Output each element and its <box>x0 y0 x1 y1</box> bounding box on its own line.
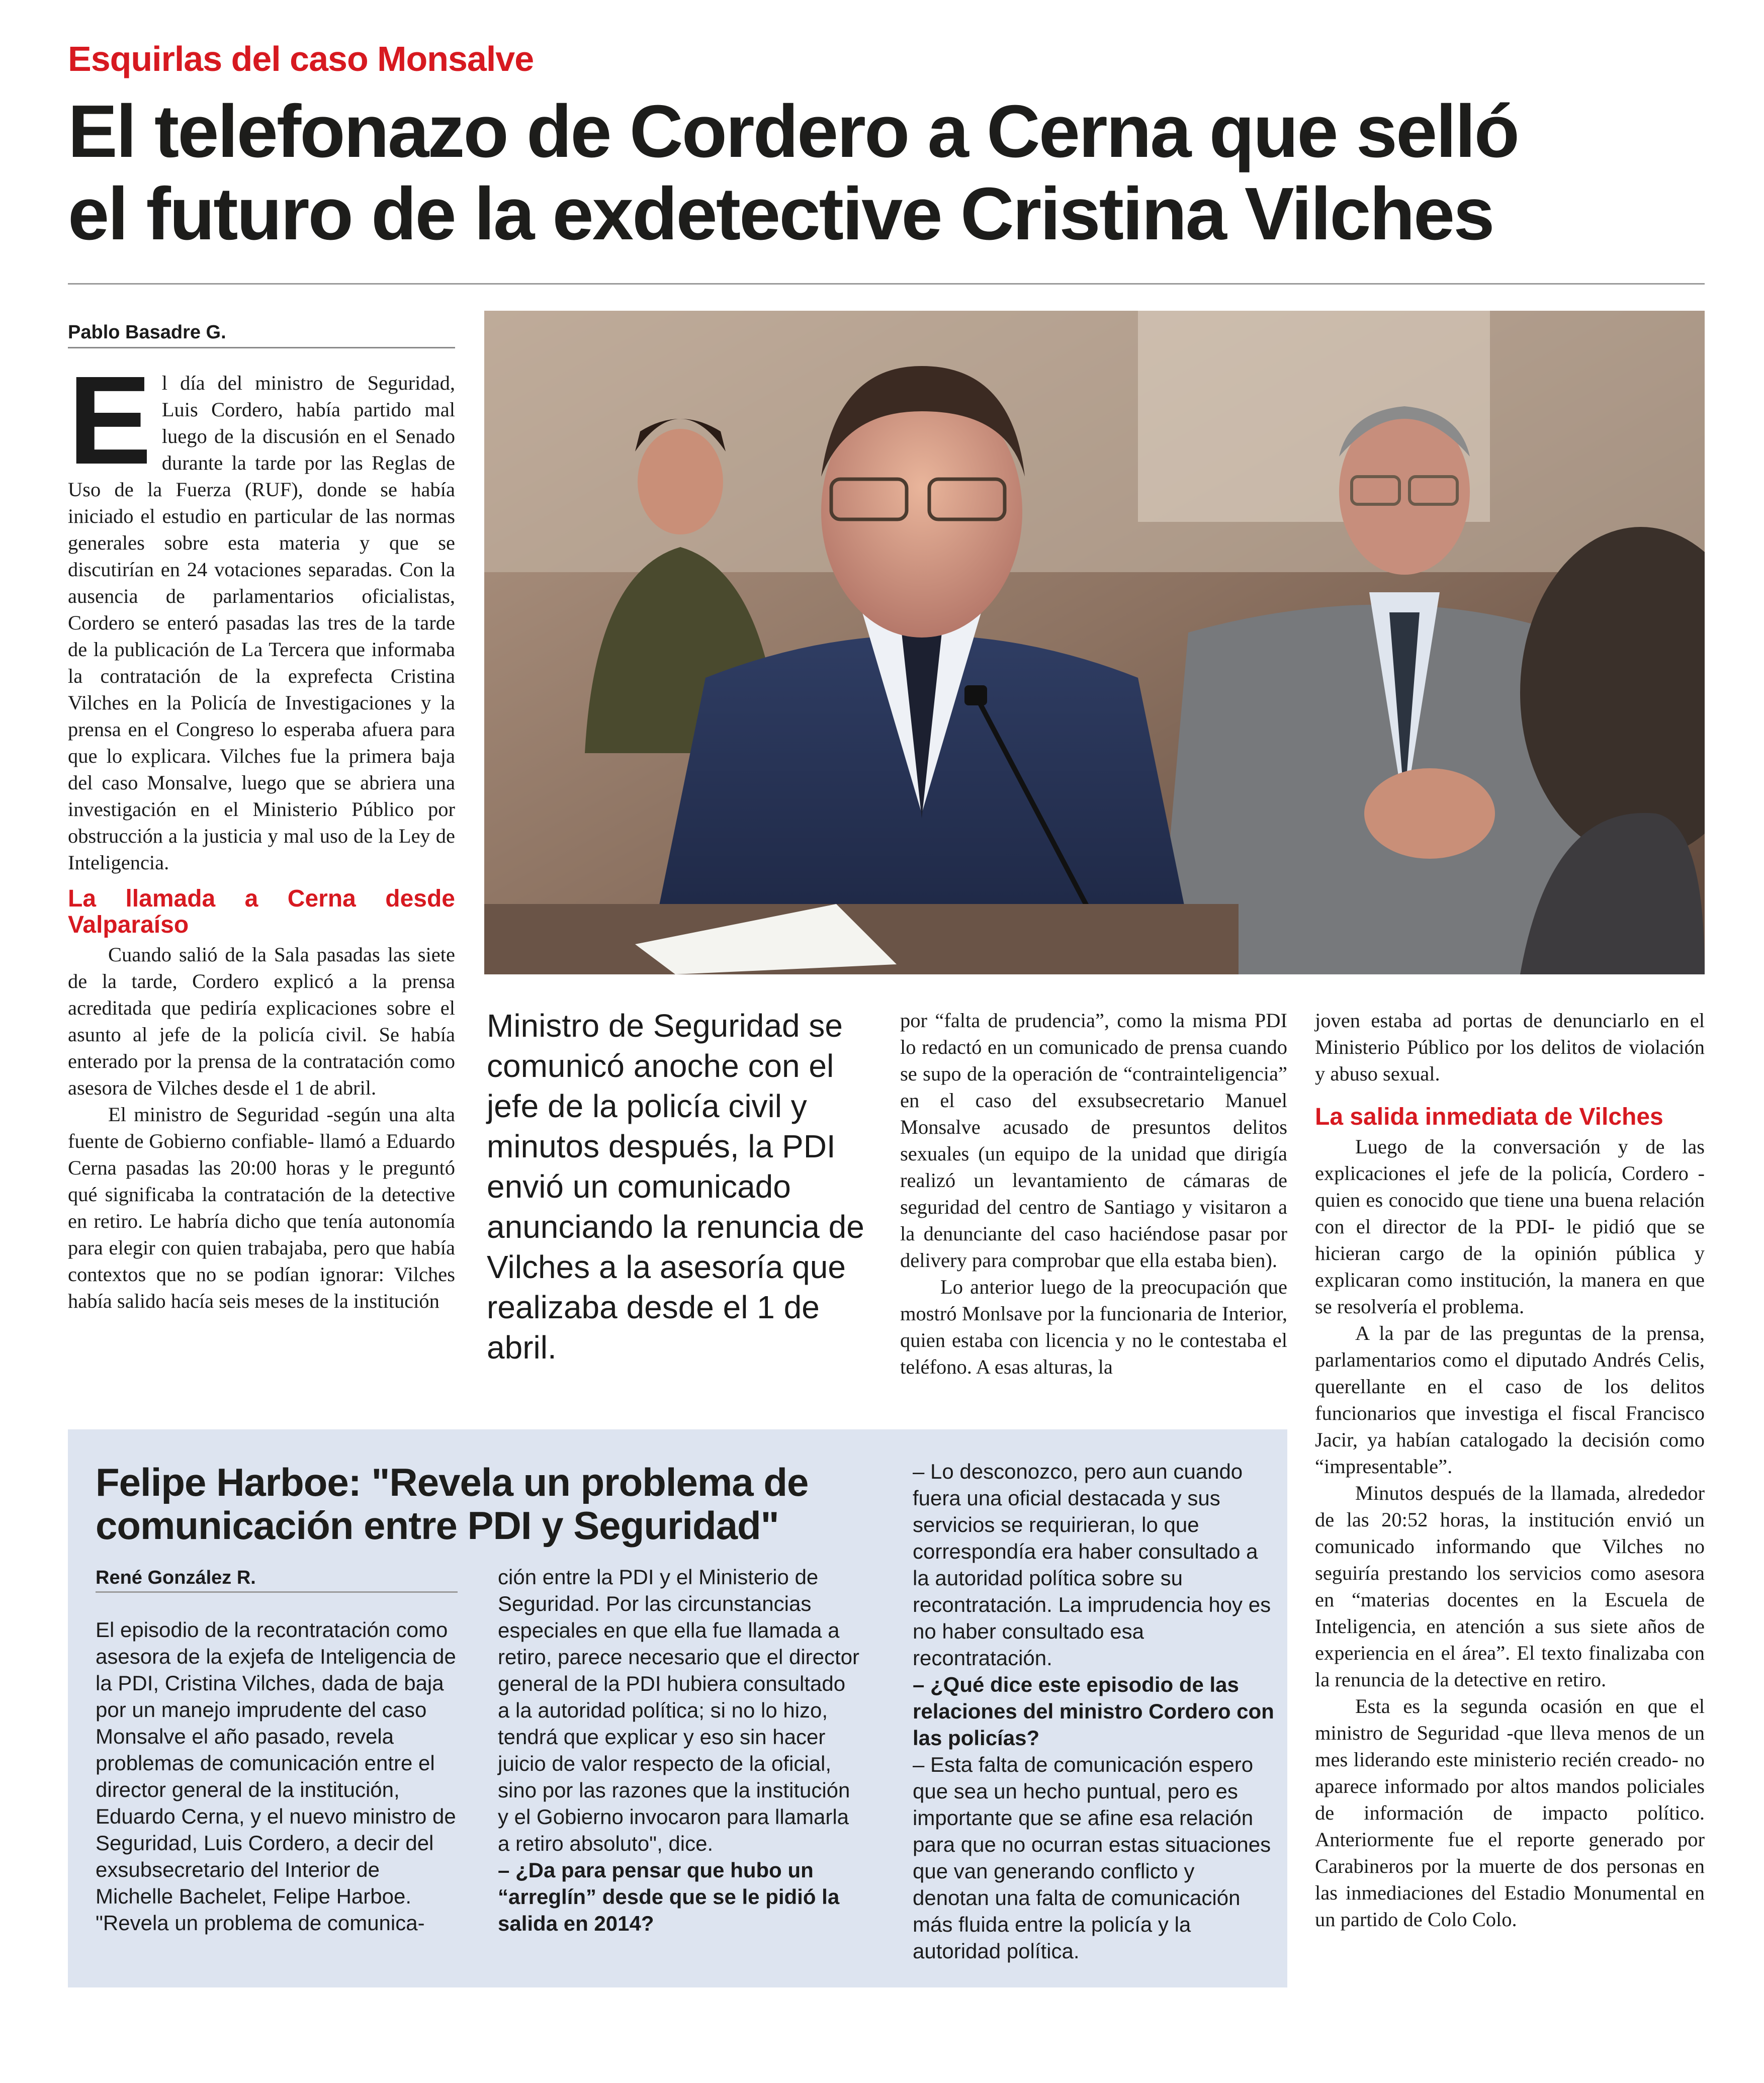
article-paragraph: Cuando salió de la Sala pasadas las siete de la tarde, Cordero explicó a la prensa acreditada que pediría explicaciones sobre el asunto al jefe de la policía civil. Se había enterado por la prensa de la contratación como asesora de Vilches desde el 1 de abril. <box>68 943 455 1099</box>
box-title-line-1: Felipe Harboe: "Revela un problema de <box>96 1460 809 1504</box>
headline-line-2: el futuro de la exdetective Cristina Vilches <box>68 172 1493 255</box>
box-byline-divider <box>96 1591 458 1593</box>
article-column-3 <box>900 1007 1287 1380</box>
box-column-3 <box>913 1458 1275 1964</box>
headline-line-1: El telefonazo de Cordero a Cerna que selló <box>68 90 1519 173</box>
box-byline: René González R. <box>96 1567 256 1588</box>
article-paragraph: Esta es la segunda ocasión en que el ministro de Seguridad -que lleva menos de un mes liderando este ministerio recién creado- no aparece informado por altos mandos policiales de información de impacto político. Anteriormente fue el reporte generado por Carabineros por la muerte de dos personas en las inmediaciones del Estadio Monumental en un partido de Colo Colo. <box>1315 1695 1705 1931</box>
article-column-1 <box>68 350 455 1314</box>
byline: Pablo Basadre G. <box>68 322 226 343</box>
article-paragraph: l día del ministro de Seguridad, Luis Cordero, había partido mal luego de la discusión en el Senado durante la tarde por las Reglas de Uso de la Fuerza (RUF), donde se había iniciado el estudio en particular de las normas generales sobre esta materia y que se discutirían en 24 votaciones separadas. Con la ausencia de parlamentarios oficialistas, Cordero se enteró pasadas las tres de la tarde de la publicación de La Tercera que informaba la contratación de la exprefecta Cristina Vilches en la Policía de Investigaciones y la prensa en el Congreso lo esperaba afuera para que lo explicara. Vilches fue la primera baja del caso Monsalve, luego que se abriera una investigación en el Ministerio Público por obstrucción a la justicia y mal uso de la Ley de Inteligencia. <box>68 372 455 874</box>
box-column-2 <box>498 1564 860 1937</box>
pull-quote: Ministro de Seguridad se comunicó anoche con el jefe de la policía civil y minutos después, la PDI envió un comunicado anunciando la renuncia de Vilches a la asesoría que realizaba desde el 1 de abril. <box>487 1008 864 1366</box>
box-paragraph: "Revela un problema de comunica- <box>96 1911 425 1935</box>
box-paragraph: El episodio de la recontratación como asesora de la exjefa de Inteligencia de la PDI, Cristina Vilches, dada de baja por un manejo imprudente del caso Monsalve el año pasado, revela problemas de comunicación entre el director general de la institución, Eduardo Cerna, y el nuevo ministro de Seguridad, Luis Cordero, a decir del exsubsecretario del Interior de Michelle Bachelet, Felipe Harboe. <box>96 1618 456 1908</box>
article-paragraph: Minutos después de la llamada, alrededor de las 20:52 horas, la institución envió un comunicado informando que Vilches no seguiría prestando los servicios como asesora en “materias docentes en la Escuela de Inteligencia, en atención a sus siete años de experiencia en el área”. El texto finalizaba con la renuncia de la detective en retiro. <box>1315 1482 1705 1691</box>
headline-divider <box>68 283 1705 285</box>
box-paragraph: ción entre la PDI y el Ministerio de Seguridad. Por las circunstancias especiales en que ella fue llamada a retiro, parece necesario que el director general de la PDI hubiera consultado a la autoridad política; si no lo hizo, tendrá que explicar y eso sin hacer juicio de valor respecto de la oficial, sino por las razones que la institución y el Gobierno invocaron para llamarla a retiro absoluto", dice. <box>498 1565 860 1855</box>
kicker: Esquirlas del caso Monsalve <box>68 39 534 78</box>
photo-illustration <box>484 311 1705 974</box>
box-answer: – Lo desconozco, pero aun cuando fuera una oficial destacada y sus servicios se requirieran, lo que correspondía era haber consultado a la autoridad política sobre su recontratación. La imprudencia hoy es no haber consultado esa recontratación. <box>913 1460 1271 1670</box>
box-answer: – Esta falta de comunicación espero que sea un hecho puntual, pero es importante que se afine esa relación para que no ocurran estas situaciones que van generando conflicto y denotan una falta de comunicación más fluida entre la policía y la autoridad política. <box>913 1753 1271 1963</box>
article-column-4 <box>1315 1007 1705 1933</box>
subhead: La salida inmediata de Vilches <box>1315 1104 1663 1130</box>
headline <box>68 90 1727 255</box>
box-title-line-2: comunicación entre PDI y Seguridad" <box>96 1503 779 1548</box>
box-question: – ¿Da para pensar que hubo un “arreglín” desde que se le pidió la salida en 2014? <box>498 1858 840 1935</box>
drop-cap: E <box>68 350 152 490</box>
article-paragraph: joven estaba ad portas de denunciarlo en el Ministerio Público por los delitos de violación y abuso sexual. <box>1315 1009 1705 1085</box>
article-paragraph: Luego de la conversación y de las explicaciones el jefe de la policía, Cordero -quien es conocido que tiene una buena relación con el director de la PDI- le pidió que se hicieran cargo de la opinión pública y explicaran como institución, la manera en que se resolvería el problema. <box>1315 1135 1705 1318</box>
subhead: La llamada a Cerna desde Valparaíso <box>68 885 455 938</box>
box-question: – ¿Qué dice este episodio de las relaciones del ministro Cordero con las policías? <box>913 1673 1274 1750</box>
article-paragraph: por “falta de prudencia”, como la misma PDI lo redactó en un comunicado de prensa cuando se supo de la operación de “contrainteligencia” en el caso del exsubsecretario Manuel Monsalve acusado de presuntos delitos sexuales (un equipo de la unidad que dirigía realizó un levantamiento de cámaras de seguridad del centro de Santiago y visitaron a la denunciante del caso haciéndose pasar por delivery para comprobar que ella estaba bien). <box>900 1009 1287 1272</box>
article-paragraph: El ministro de Seguridad -según una alta fuente de Gobierno confiable- llamó a Eduardo Cerna pasadas las 20:00 horas y le preguntó qué significaba la contratación de la detective en retiro. Le habría dicho que tenía autonomía para elegir con quien trabajaba, pero que había contextos que no se podían ignorar: Vilches había salido hacía seis meses de la institución <box>68 1103 455 1312</box>
box-column-1 <box>96 1616 458 1936</box>
article-paragraph: A la par de las preguntas de la prensa, parlamentarios como el diputado Andrés Celis, querellante en el caso de los delitos funcionarios que investiga el fiscal Francisco Jacir, ya habían catalogado la decisión como “impresentable”. <box>1315 1322 1705 1478</box>
article-photo <box>484 311 1705 974</box>
byline-divider <box>68 347 455 348</box>
article-paragraph: Lo anterior luego de la preocupación que mostró Monlsave por la funcionaria de Interior, quien estaba con licencia y no le contestaba el teléfono. A esas alturas, la <box>900 1276 1287 1378</box>
